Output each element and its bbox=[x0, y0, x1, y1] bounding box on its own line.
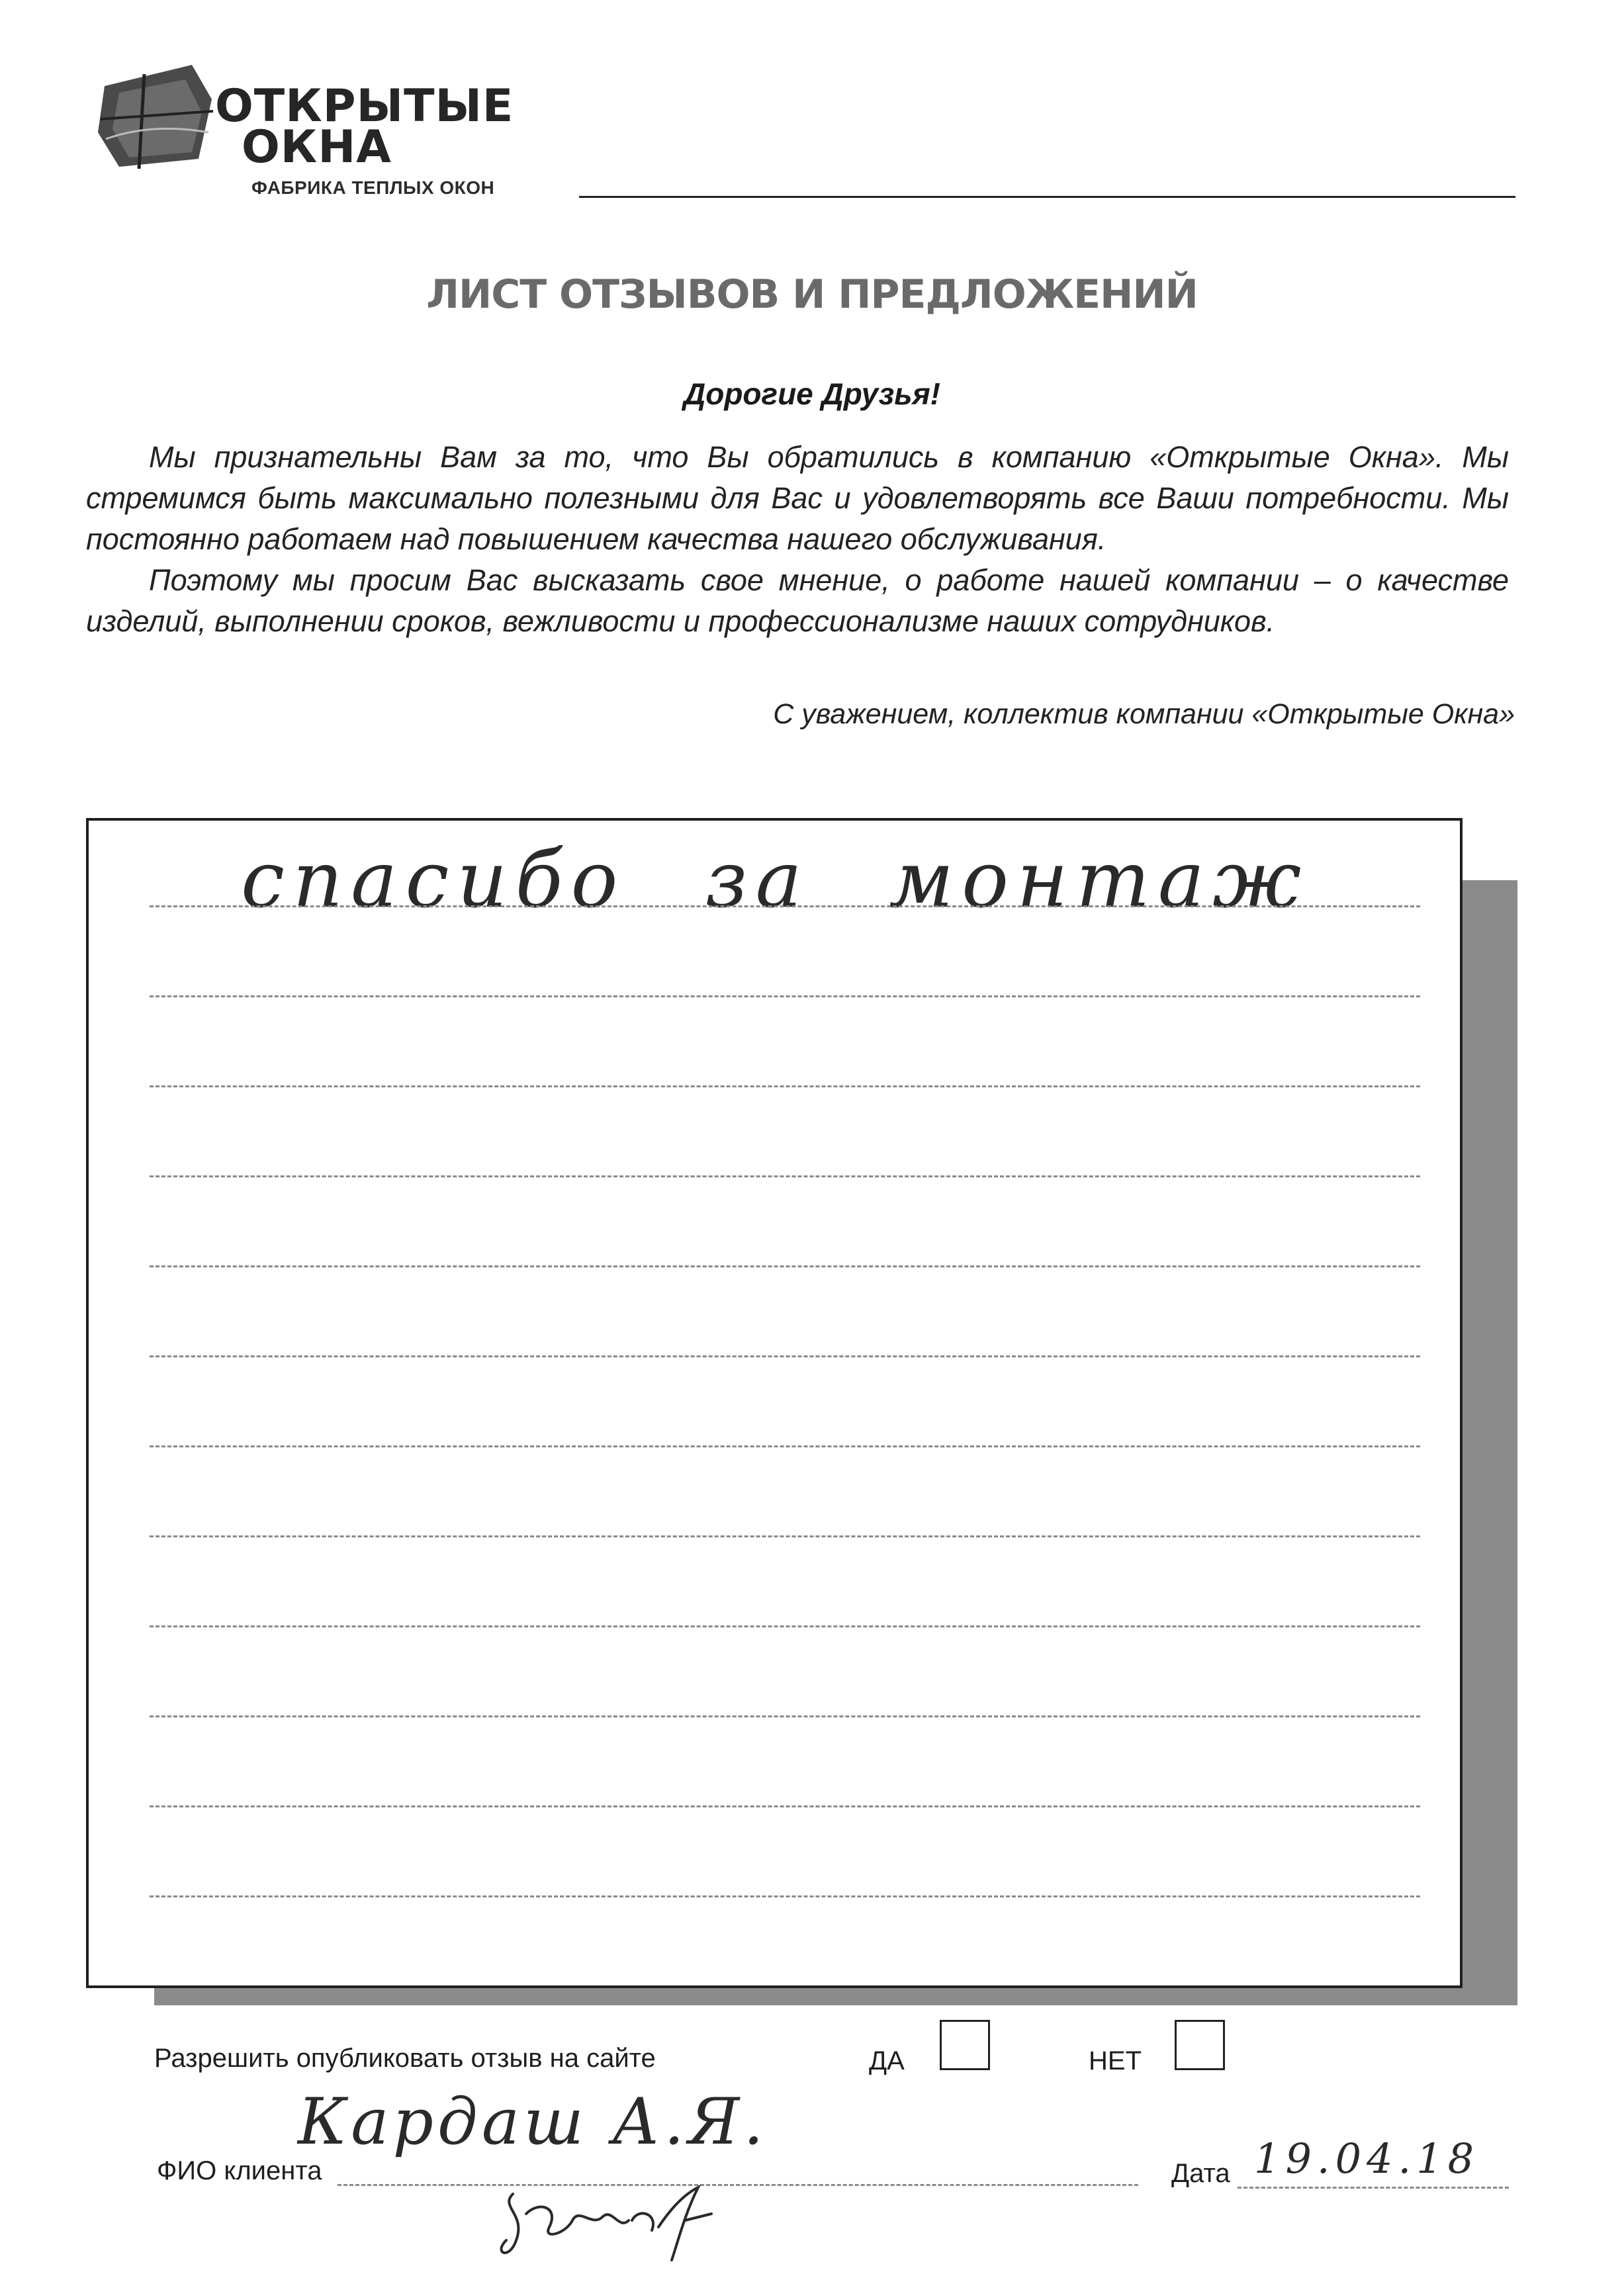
date-field[interactable]: 19.04.18 bbox=[1254, 2134, 1480, 2183]
yes-label: ДА bbox=[869, 2046, 905, 2075]
writing-line bbox=[150, 1805, 1420, 1807]
signoff: С уважением, коллектив компании «Открытые Окна» bbox=[773, 698, 1515, 730]
logo-subtitle: ФАБРИКА ТЕПЛЫХ ОКОН bbox=[251, 177, 495, 198]
intro-paragraph-1: Мы признательны Вам за то, что Вы обратились в компанию «Открытые Окна». Мы стремимся быть максимально полезными для Вас и удовлетворять все Ваши потребности. Мы постоянно работаем над повышением качества нашего обслуживания. bbox=[86, 440, 1509, 556]
writing-line bbox=[150, 1265, 1420, 1267]
greeting: Дорогие Друзья! bbox=[684, 377, 940, 411]
no-label: НЕТ bbox=[1089, 2046, 1142, 2075]
logo-line2: ОКНА bbox=[242, 121, 392, 173]
writing-line bbox=[150, 1535, 1420, 1537]
writing-line bbox=[150, 1715, 1420, 1717]
publish-permission-label: Разрешить опубликовать отзыв на сайте bbox=[154, 2044, 656, 2073]
writing-line bbox=[150, 1355, 1420, 1357]
date-line bbox=[1238, 2187, 1509, 2189]
writing-line bbox=[150, 905, 1420, 907]
feedback-handwritten-text: спасибо за монтаж bbox=[241, 834, 1310, 925]
writing-line bbox=[150, 1895, 1420, 1897]
document-title: ЛИСТ ОТЗЫВОВ И ПРЕДЛОЖЕНИЙ bbox=[426, 271, 1198, 318]
no-checkbox[interactable] bbox=[1175, 2020, 1225, 2070]
date-label: Дата bbox=[1171, 2159, 1230, 2188]
writing-line bbox=[150, 1085, 1420, 1087]
logo-line1: ОТКРЫТЫЕ bbox=[215, 80, 514, 132]
logo-wordmark bbox=[215, 80, 514, 173]
yes-checkbox[interactable] bbox=[940, 2020, 990, 2070]
writing-line bbox=[150, 995, 1420, 997]
signature-icon bbox=[486, 2167, 751, 2267]
feedback-box[interactable] bbox=[86, 818, 1463, 1988]
client-name-label: ФИО клиента bbox=[157, 2156, 322, 2185]
client-name-field[interactable]: Кардаш А.Я. bbox=[298, 2085, 768, 2159]
header-divider bbox=[579, 196, 1515, 198]
intro-paragraph-2: Поэтому мы просим Вас высказать свое мнение, о работе нашей компании – о качестве изделий, выполнении сроков, вежливости и профессионализме наших сотрудников. bbox=[86, 563, 1509, 638]
writing-line bbox=[150, 1175, 1420, 1177]
intro-text bbox=[86, 437, 1509, 642]
company-logo-icon bbox=[93, 60, 218, 172]
writing-line bbox=[150, 1445, 1420, 1447]
writing-line bbox=[150, 1625, 1420, 1627]
